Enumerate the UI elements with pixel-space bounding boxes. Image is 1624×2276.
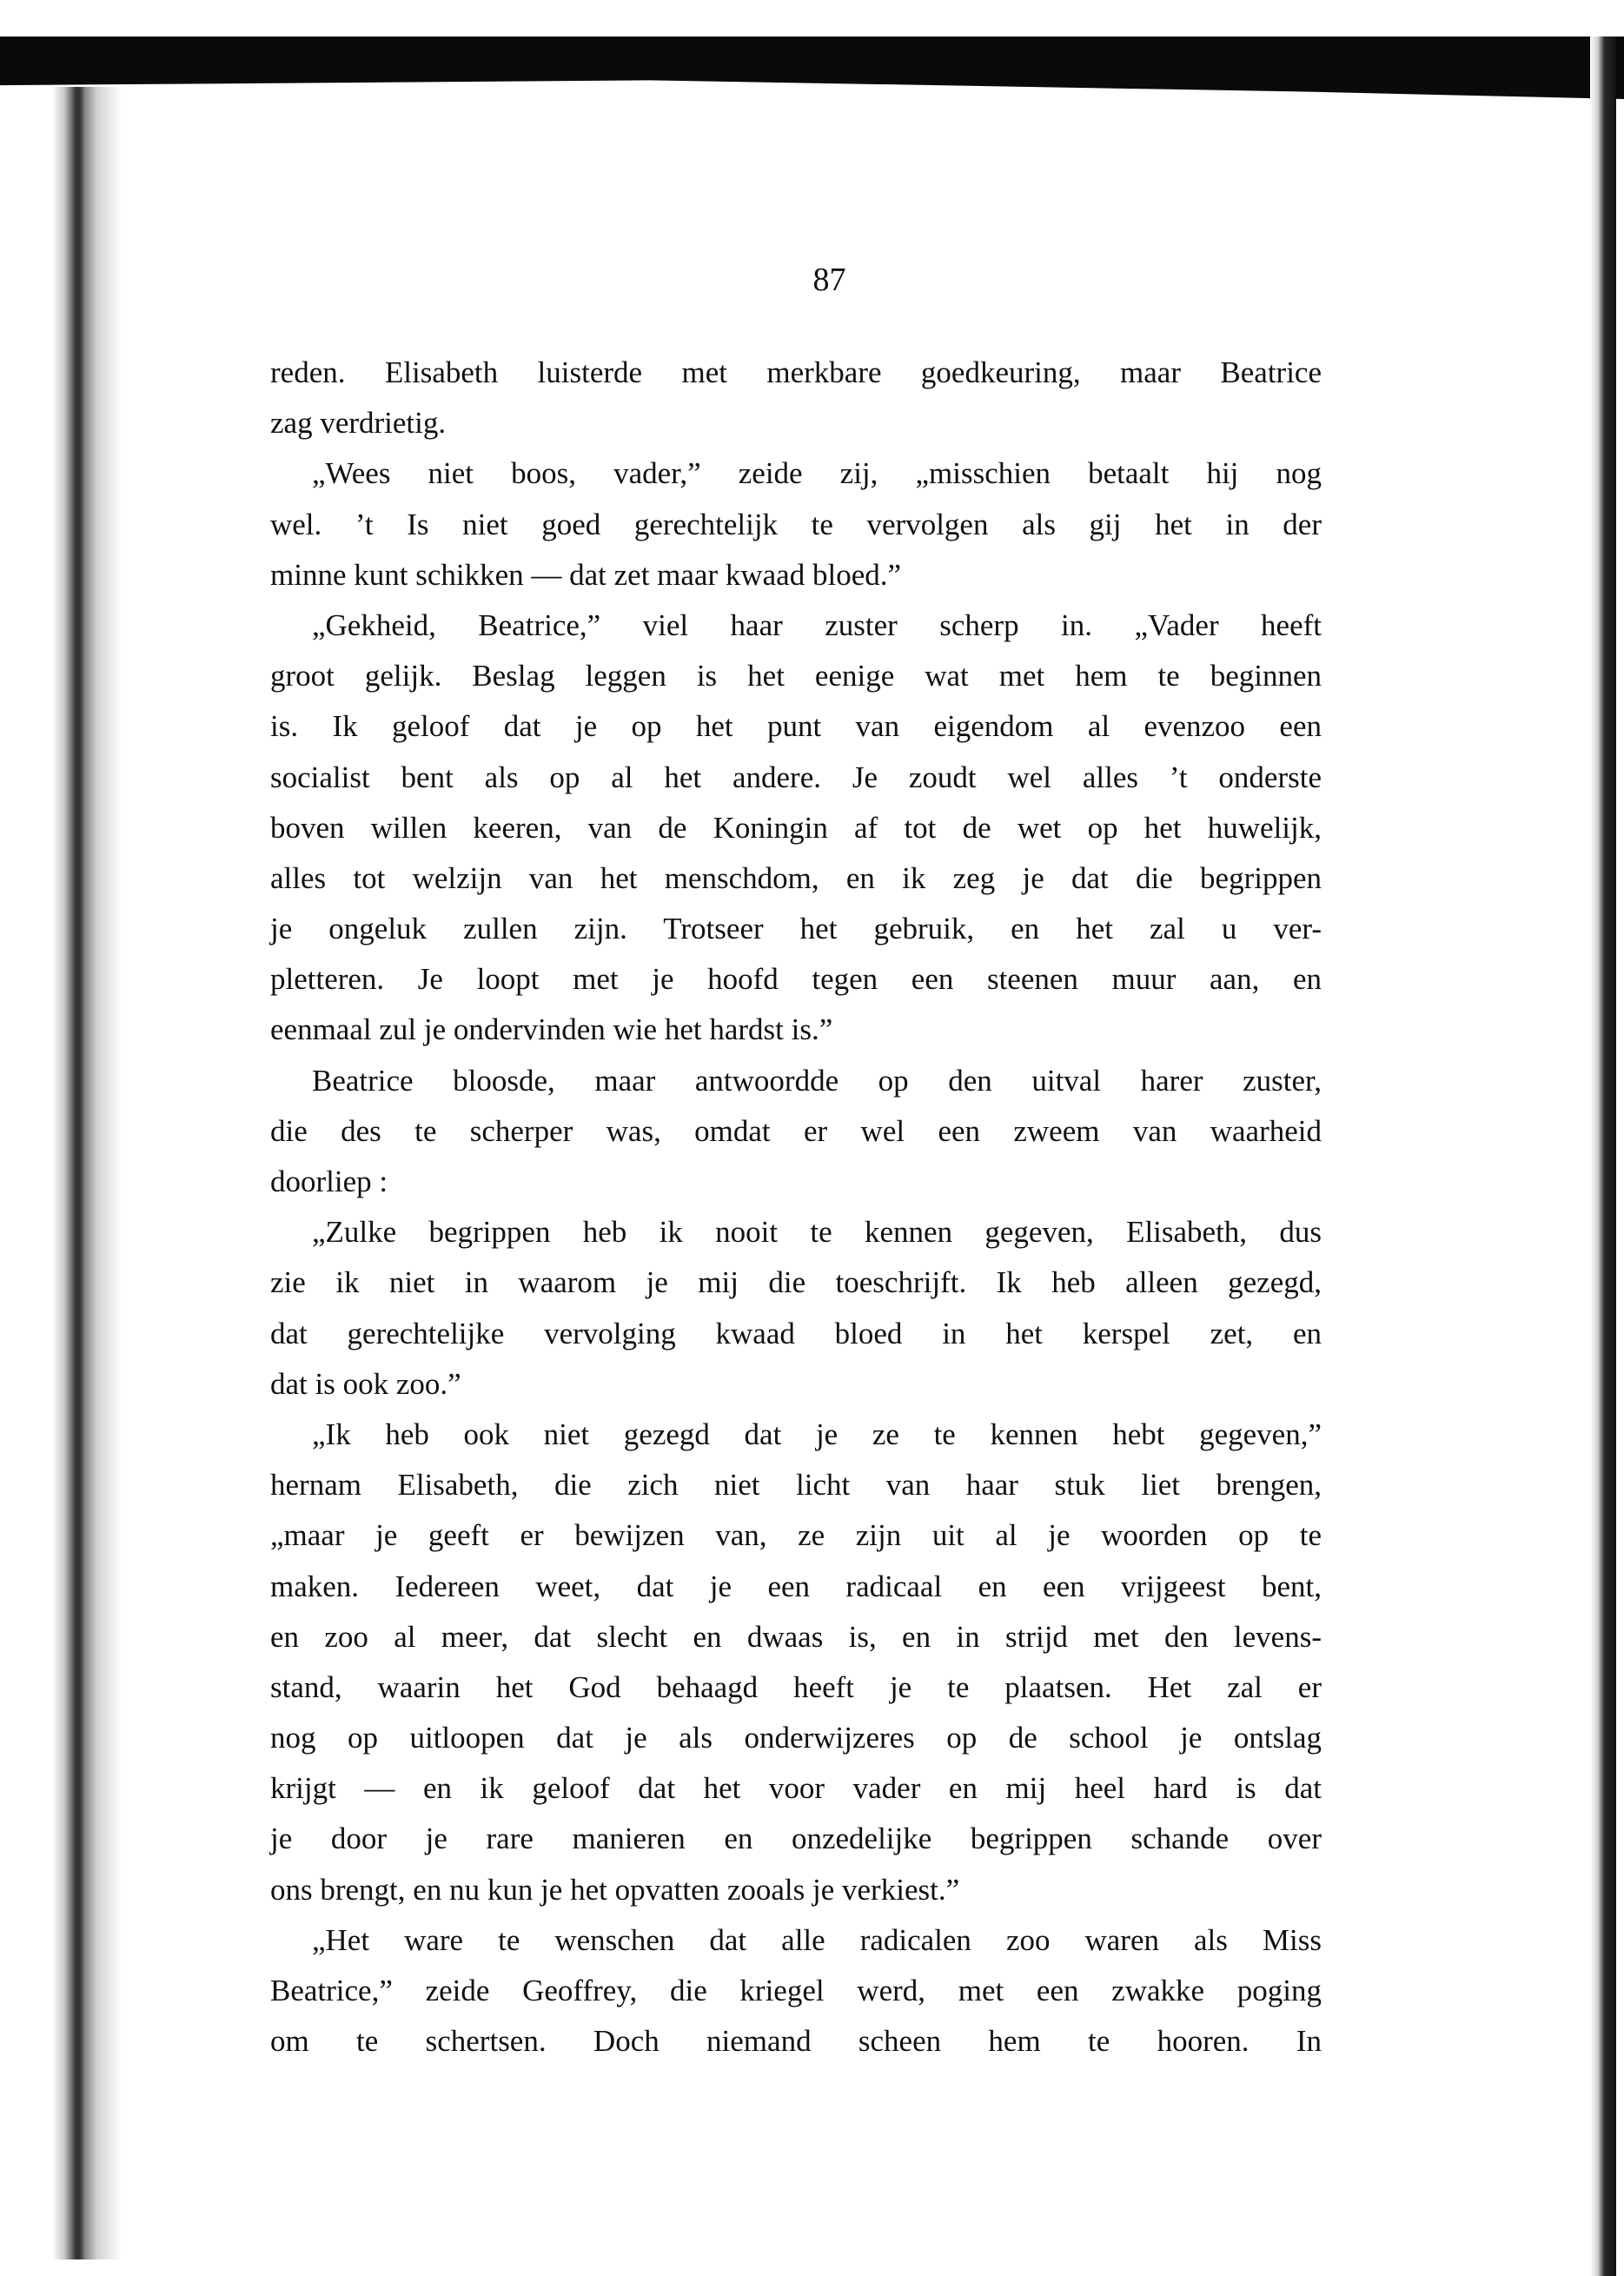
text-line: boven willen keeren, van de Koningin af tot de wet op het huwelijk, xyxy=(270,810,1322,845)
text-line: alles tot welzijn van het menschdom, en ik zeg je dat die begrippen xyxy=(270,860,1322,895)
body-text xyxy=(270,348,1322,2067)
text-line: doorliep : xyxy=(270,1165,388,1198)
text-line: je door je rare manieren en onzedelijke begrippen schande over xyxy=(270,1821,1322,1856)
paragraph xyxy=(270,601,1322,1056)
text-line: je ongeluk zullen zijn. Trotseer het gebruik, en het zal u ver- xyxy=(270,912,1322,946)
paragraph xyxy=(270,1410,1322,1915)
text-line: „Het ware te wenschen dat alle radicalen zoo waren als Miss xyxy=(312,1922,1322,1957)
scan-right-border xyxy=(1590,36,1616,2276)
text-line: is. Ik geloof dat je op het punt van eigendom al evenzoo een xyxy=(270,709,1322,744)
text-line: hernam Elisabeth, die zich niet licht van haar stuk liet brengen, xyxy=(270,1468,1322,1503)
paragraph xyxy=(270,448,1322,601)
paragraph xyxy=(270,1207,1322,1410)
text-line: krijgt — en ik geloof dat het voor vader en mij heel hard is dat xyxy=(270,1771,1322,1806)
text-line: pletteren. Je loopt met je hoofd tegen een steenen muur aan, en xyxy=(270,962,1322,997)
text-line: „Zulke begrippen heb ik nooit te kennen gegeven, Elisabeth, dus xyxy=(312,1215,1322,1250)
text-line: ons brengt, en nu kun je het opvatten zooals je verkiest.” xyxy=(270,1872,960,1907)
paragraph xyxy=(270,1915,1322,2067)
text-line: socialist bent als op al het andere. Je zoudt wel alles ’t onderste xyxy=(270,760,1322,794)
page-number: 87 xyxy=(812,262,846,298)
text-line: Beatrice bloosde, maar antwoordde op den uitval harer zuster, xyxy=(312,1063,1322,1098)
text-line: „Gekheid, Beatrice,” viel haar zuster scherp in. „Vader heeft xyxy=(312,607,1322,642)
text-line: maken. Iedereen weet, dat je een radicaal en een vrijgeest bent, xyxy=(270,1569,1322,1603)
paragraph xyxy=(270,1056,1322,1208)
text-line: eenmaal zul je ondervinden wie het hardst is.” xyxy=(270,1012,833,1047)
text-line: Beatrice,” zeide Geoffrey, die kriegel werd, met een zwakke poging xyxy=(270,1974,1322,2007)
paragraph xyxy=(270,348,1322,448)
scan-top-border xyxy=(0,36,1624,99)
text-line: die des te scherper was, omdat er wel een zweem van waarheid xyxy=(270,1113,1322,1148)
text-line: dat gerechtelijke vervolging kwaad bloed in het kerspel zet, en xyxy=(270,1316,1322,1350)
text-line: stand, waarin het God behaagd heeft je te plaatsen. Het zal er xyxy=(270,1669,1322,1704)
text-line: „Wees niet boos, vader,” zeide zij, „misschien betaalt hij nog xyxy=(312,456,1322,491)
scan-binding-edge xyxy=(52,87,122,2259)
text-line: dat is ook zoo.” xyxy=(270,1366,461,1401)
text-line: en zoo al meer, dat slecht en dwaas is, en in strijd met den levens- xyxy=(270,1619,1322,1654)
text-line: „maar je geeft er bewijzen van, ze zijn uit al je woorden op te xyxy=(270,1518,1322,1553)
text-line: groot gelijk. Beslag leggen is het eenige wat met hem te beginnen xyxy=(270,659,1322,693)
text-line: reden. Elisabeth luisterde met merkbare goedkeuring, maar Beatrice xyxy=(270,355,1322,389)
text-line: zie ik niet in waarom je mij die toeschrijft. Ik heb alleen gezegd, xyxy=(270,1265,1322,1300)
text-line: minne kunt schikken — dat zet maar kwaad bloed.” xyxy=(270,557,902,592)
text-line: nog op uitloopen dat je als onderwijzeres op de school je ontslag xyxy=(270,1721,1322,1755)
text-line: zag verdrietig. xyxy=(270,406,447,441)
text-line: om te schertsen. Doch niemand scheen hem te hooren. In xyxy=(270,2024,1322,2059)
text-line: „Ik heb ook niet gezegd dat je ze te kennen hebt gegeven,” xyxy=(312,1417,1322,1451)
text-line: wel. ’t Is niet goed gerechtelijk te vervolgen als gij het in der xyxy=(270,507,1322,541)
